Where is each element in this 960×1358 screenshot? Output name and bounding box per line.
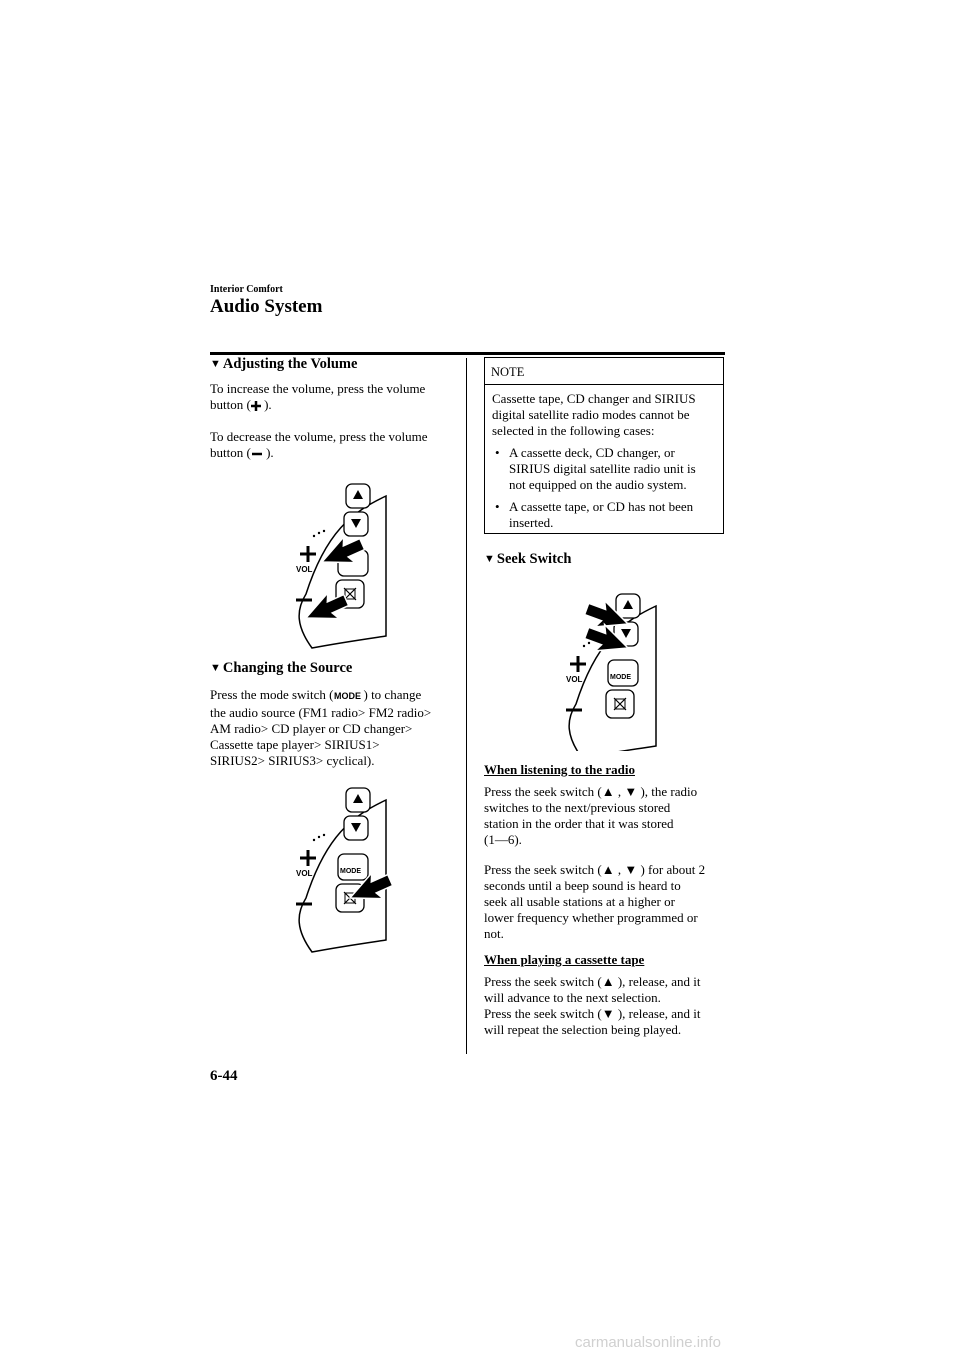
heading-marker-icon: ▼: [484, 553, 495, 565]
mode-switch-illustration: [266, 780, 396, 960]
mode-label: MODE: [340, 868, 361, 875]
plus-icon: [251, 399, 261, 415]
note-bullet-item: • A cassette tape, or CD has not been inserted.: [495, 499, 694, 530]
seek-switch-illustration: [536, 586, 676, 751]
column-divider: [466, 358, 467, 1054]
page-number: 6-44: [210, 1068, 238, 1084]
note-box: [484, 357, 724, 534]
page-title: Audio System: [210, 296, 323, 317]
mode-label: MODE: [610, 674, 631, 681]
note-label: NOTE: [485, 358, 723, 385]
down-arrow-icon: ▼: [601, 1006, 615, 1021]
adjust-volume-heading: ▼ Adjusting the Volume: [210, 356, 358, 372]
up-arrow-icon: ▲: [601, 784, 615, 799]
header-rule: [210, 352, 725, 355]
vol-label: VOL: [296, 869, 313, 878]
volume-switch-illustration: [266, 476, 396, 656]
radio-subheading: When listening to the radio: [484, 762, 635, 777]
up-arrow-icon: ▲: [601, 862, 615, 877]
note-bullet-item: • A cassette deck, CD changer, or SIRIUS digital satellite radio unit is not equipped on the audio system.: [495, 445, 696, 492]
vol-label: VOL: [296, 565, 313, 574]
tape-subheading: When playing a cassette tape: [484, 952, 645, 967]
up-arrow-icon: ▲: [601, 974, 615, 989]
note-body: Cassette tape, CD changer and SIRIUS digital satellite radio modes cannot be selected in the following cases: • A cassette deck, CD changer, or SIRIUS digital satellite radio unit is not equipped on the audio system. • A cassette tape, or CD has not been inserted.: [485, 385, 723, 531]
seek-switch-heading: ▼ Seek Switch: [484, 551, 572, 567]
changing-source-text: Press the mode switch ( MODE ) to change the audio source (FM1 radio> FM2 radio> AM radio> CD player or CD changer> Cassette tape player> SIRIUS1> SIRIUS2> SIRIUS3> cyclical).: [210, 687, 432, 768]
svg-text:MODE: MODE: [334, 691, 362, 701]
down-arrow-icon: ▼: [624, 784, 638, 799]
seek-switch-text: When listening to the radio Press the seek switch (▲ , ▼ ), the radio switches to the next/previous stored station in the order that it was stored (1―6). Press the seek switch (▲ , ▼ ) for about 2 seconds until a beep sound is heard to seek all usable stations at a higher or lower frequency whether programmed or not. When playing a cassette tape Press the seek switch (▲ ), release, and it will advance to the next selection. Press the seek switch (▼ ), release, and it will repeat the selection being played.: [484, 762, 729, 1038]
bullet-icon: •: [495, 445, 500, 460]
vol-label: VOL: [566, 675, 583, 684]
heading-marker-icon: ▼: [210, 662, 221, 674]
down-arrow-icon: ▼: [624, 862, 638, 877]
changing-source-heading: ▼ Changing the Source: [210, 660, 353, 676]
bullet-icon: •: [495, 499, 500, 514]
minus-icon: [251, 447, 263, 463]
heading-marker-icon: ▼: [210, 358, 221, 370]
mode-icon: [333, 689, 363, 705]
adjust-volume-text: To increase the volume, press the volume button ( ). To decrease the volume, press the volume button ( ).: [210, 381, 460, 463]
watermark: carmanualsonline.info: [575, 1334, 721, 1351]
section-label: Interior Comfort: [210, 284, 283, 295]
